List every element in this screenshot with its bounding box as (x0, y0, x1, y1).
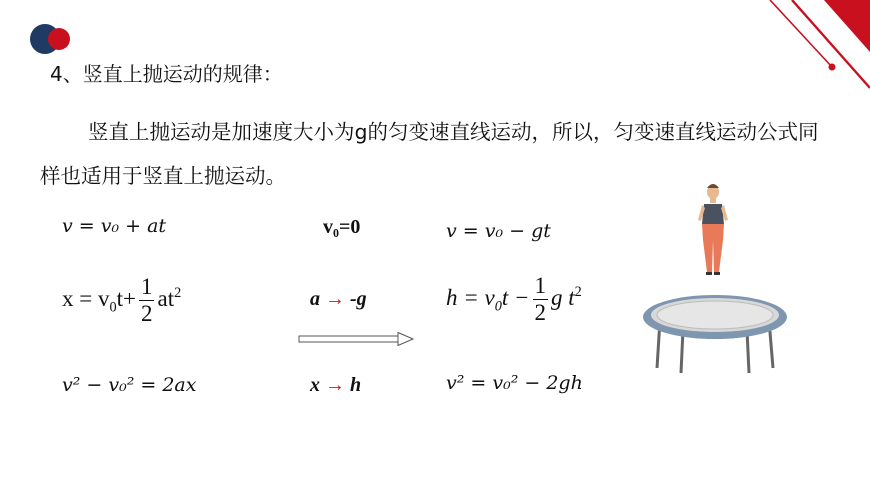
sub-x-var: x (310, 374, 320, 396)
sub-x-target: h (350, 374, 362, 396)
formula-velocity-vertical: v = v₀ − gt (446, 220, 551, 242)
disp-sub: 0 (109, 299, 117, 316)
section-heading: 4、竖直上抛运动的规律： (50, 62, 283, 86)
height-tail: g t (551, 284, 575, 310)
disp-fraction (139, 274, 155, 327)
formula-velocity-general: v = v₀ + at (62, 215, 167, 237)
disp-sup: 2 (174, 285, 182, 302)
formula-vsq-vertical: v² = v₀² − 2gh (446, 372, 583, 394)
corner-dots-icon (28, 22, 76, 56)
height-den: 2 (534, 300, 547, 325)
formula-vsq-general: v² − v₀² = 2ax (62, 374, 197, 396)
disp-den: 2 (140, 301, 153, 326)
formula-height-vertical (446, 273, 582, 326)
transform-arrow-icon (298, 332, 414, 346)
substitution-x (310, 374, 361, 397)
disp-num: 1 (140, 274, 153, 299)
formula-displacement-general (62, 274, 181, 327)
height-mid: t − (501, 284, 530, 310)
height-sub: 0 (494, 298, 502, 315)
intro-text: 竖直上抛运动是加速度大小为g的匀变速直线运动，所以，匀变速直线运动公式同样也适用于竖直上抛运动。 (40, 120, 819, 188)
initial-condition: v₀=0 (323, 216, 361, 238)
sub-a-target: -g (350, 288, 367, 310)
arrow-right-icon: → (325, 288, 345, 310)
arrow-right-icon: → (325, 374, 345, 396)
height-sup: 2 (574, 284, 582, 301)
disp-tail: at (157, 285, 175, 311)
height-fraction (533, 273, 549, 326)
corner-lines-icon (740, 0, 870, 100)
height-num: 1 (534, 273, 547, 298)
height-lhs: h = v (446, 284, 495, 310)
trampoline-person-icon (635, 180, 795, 375)
sub-a-var: a (310, 288, 320, 310)
disp-lhs: x = v (62, 285, 110, 311)
disp-mid: t+ (116, 285, 136, 311)
substitution-a (310, 288, 367, 311)
